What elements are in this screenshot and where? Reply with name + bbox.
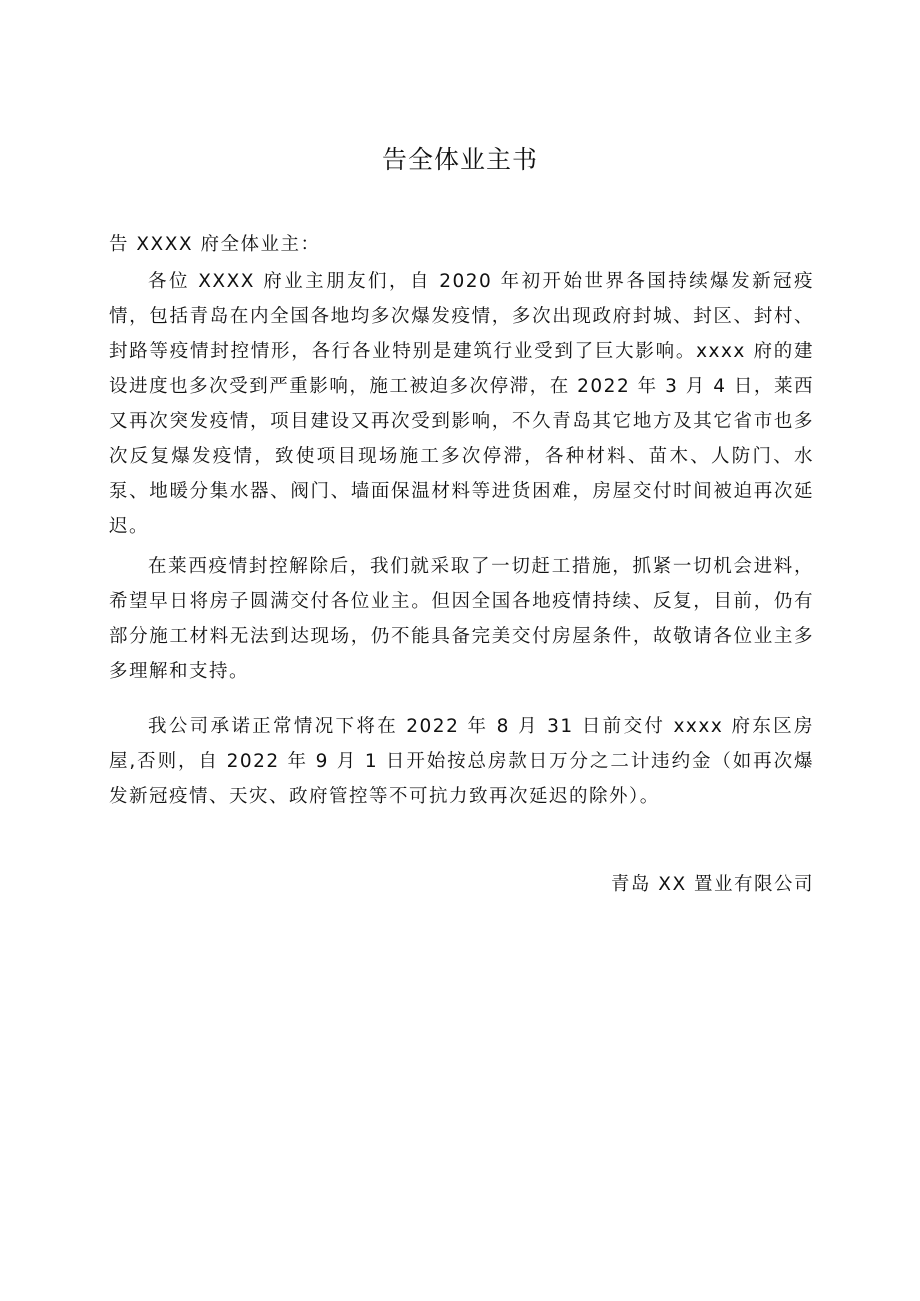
paragraph-delivery-commitment: 我公司承诺正常情况下将在 2022 年 8 月 31 日前交付 xxxx 府东区房屋,否则，自 2022 年 9 月 1 日开始按总房款日万分之二计违约金（如再次爆发新冠疫情、天灾、政府管控等不可抗力致再次延迟的除外）。 [109,716,814,807]
document-title: 告全体业主书 [381,145,538,174]
paragraph-epidemic-impact: 各位 XXXX 府业主朋友们，自 2020 年初开始世界各国持续爆发新冠疫情，包括青岛在内全国各地均多次爆发疫情，多次出现政府封城、封区、封村、封路等疫情封控情形，各行各业特别是建筑行业受到了巨大影响。xxxx 府的建设进度也多次受到严重影响，施工被迫多次停滞，在 2022 年 3 月 4 日，莱西又再次突发疫情，项目建设又再次受到影响，不久青岛其它地方及其它省市也多次反复爆发疫情，致使项目现场施工多次停滞，各种材料、苗木、人防门、水泵、地暖分集水器、阀门、墙面保温材料等进货困难，房屋交付时间被迫再次延迟。 [109,271,814,537]
paragraph-construction-efforts: 在莱西疫情封控解除后，我们就采取了一切赶工措施，抓紧一切机会进料，希望早日将房子圆满交付各位业主。但因全国各地疫情持续、反复，目前，仍有部分施工材料无法到达现场，仍不能具备完美交付房屋条件，故敬请各位业主多多理解和支持。 [109,556,814,682]
company-signature: 青岛 XX 置业有限公司 [610,874,814,895]
greeting-line: 告 XXXX 府全体业主： [109,234,321,255]
